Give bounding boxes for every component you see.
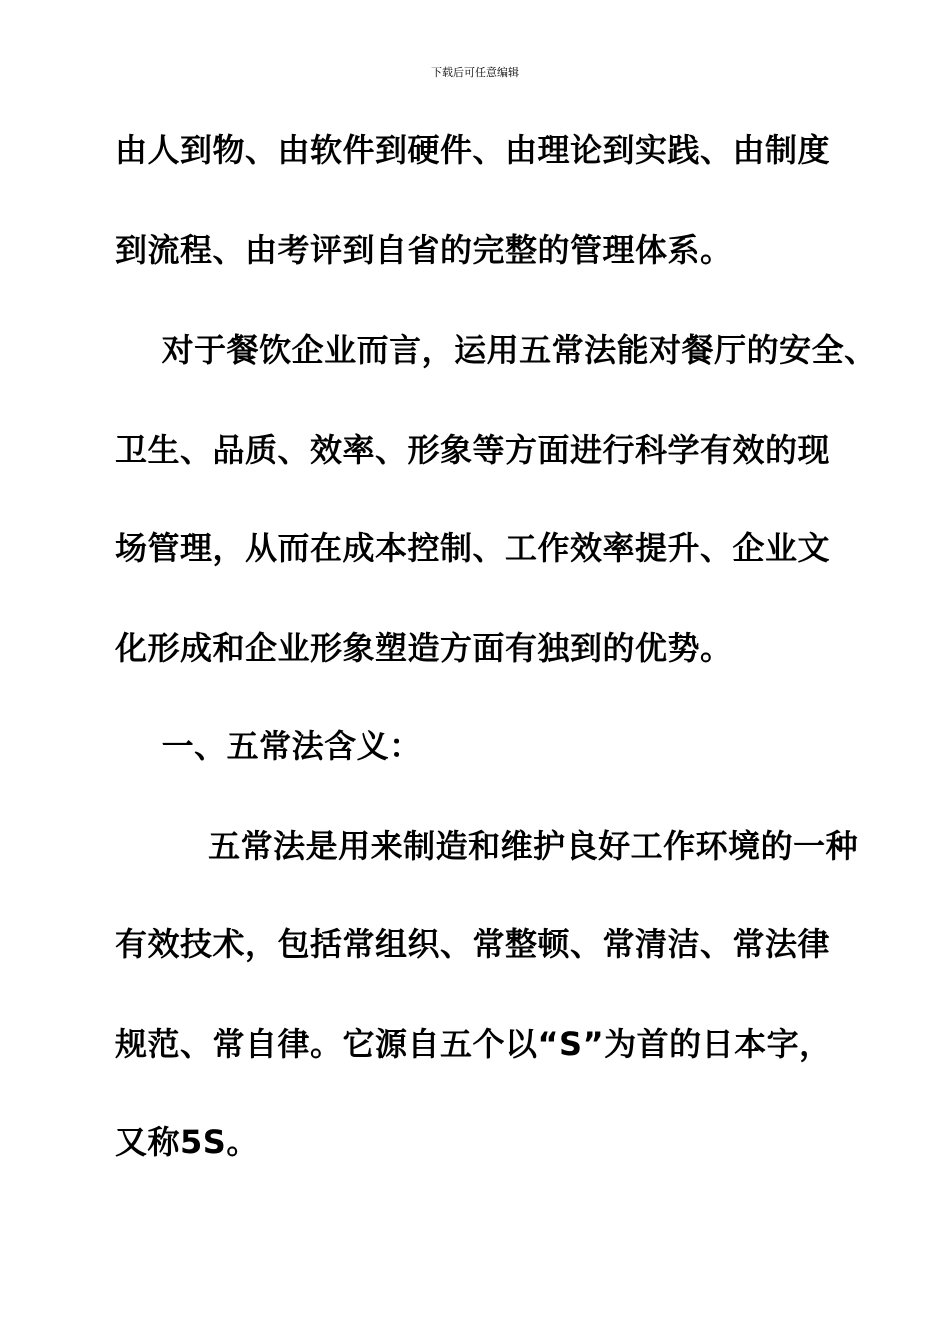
body-line: 到流程、由考评到自省的完整的管理体系。 [115, 231, 733, 269]
page-header: 下载后可任意编辑 [431, 66, 519, 79]
body-line: 化形成和企业形象塑造方面有独到的优势。 [115, 629, 733, 667]
body-line: 又称5S。 [115, 1123, 259, 1161]
body-line: 卫生、品质、效率、形象等方面进行科学有效的现 [115, 431, 831, 469]
body-line: 有效技术，包括常组织、常整顿、常清洁、常法律 [115, 925, 831, 963]
body-line: 对于餐饮企业而言，运用五常法能对餐厅的安全、 [115, 331, 877, 369]
body-line: 五常法是用来制造和维护良好工作环境的一种 [115, 827, 859, 865]
section-heading: 一、五常法含义： [115, 727, 422, 765]
body-line: 场管理，从而在成本控制、工作效率提升、企业文 [115, 529, 831, 567]
body-line: 规范、常自律。它源自五个以“S”为首的日本字， [115, 1025, 832, 1063]
body-line: 由人到物、由软件到硬件、由理论到实践、由制度 [115, 131, 831, 169]
